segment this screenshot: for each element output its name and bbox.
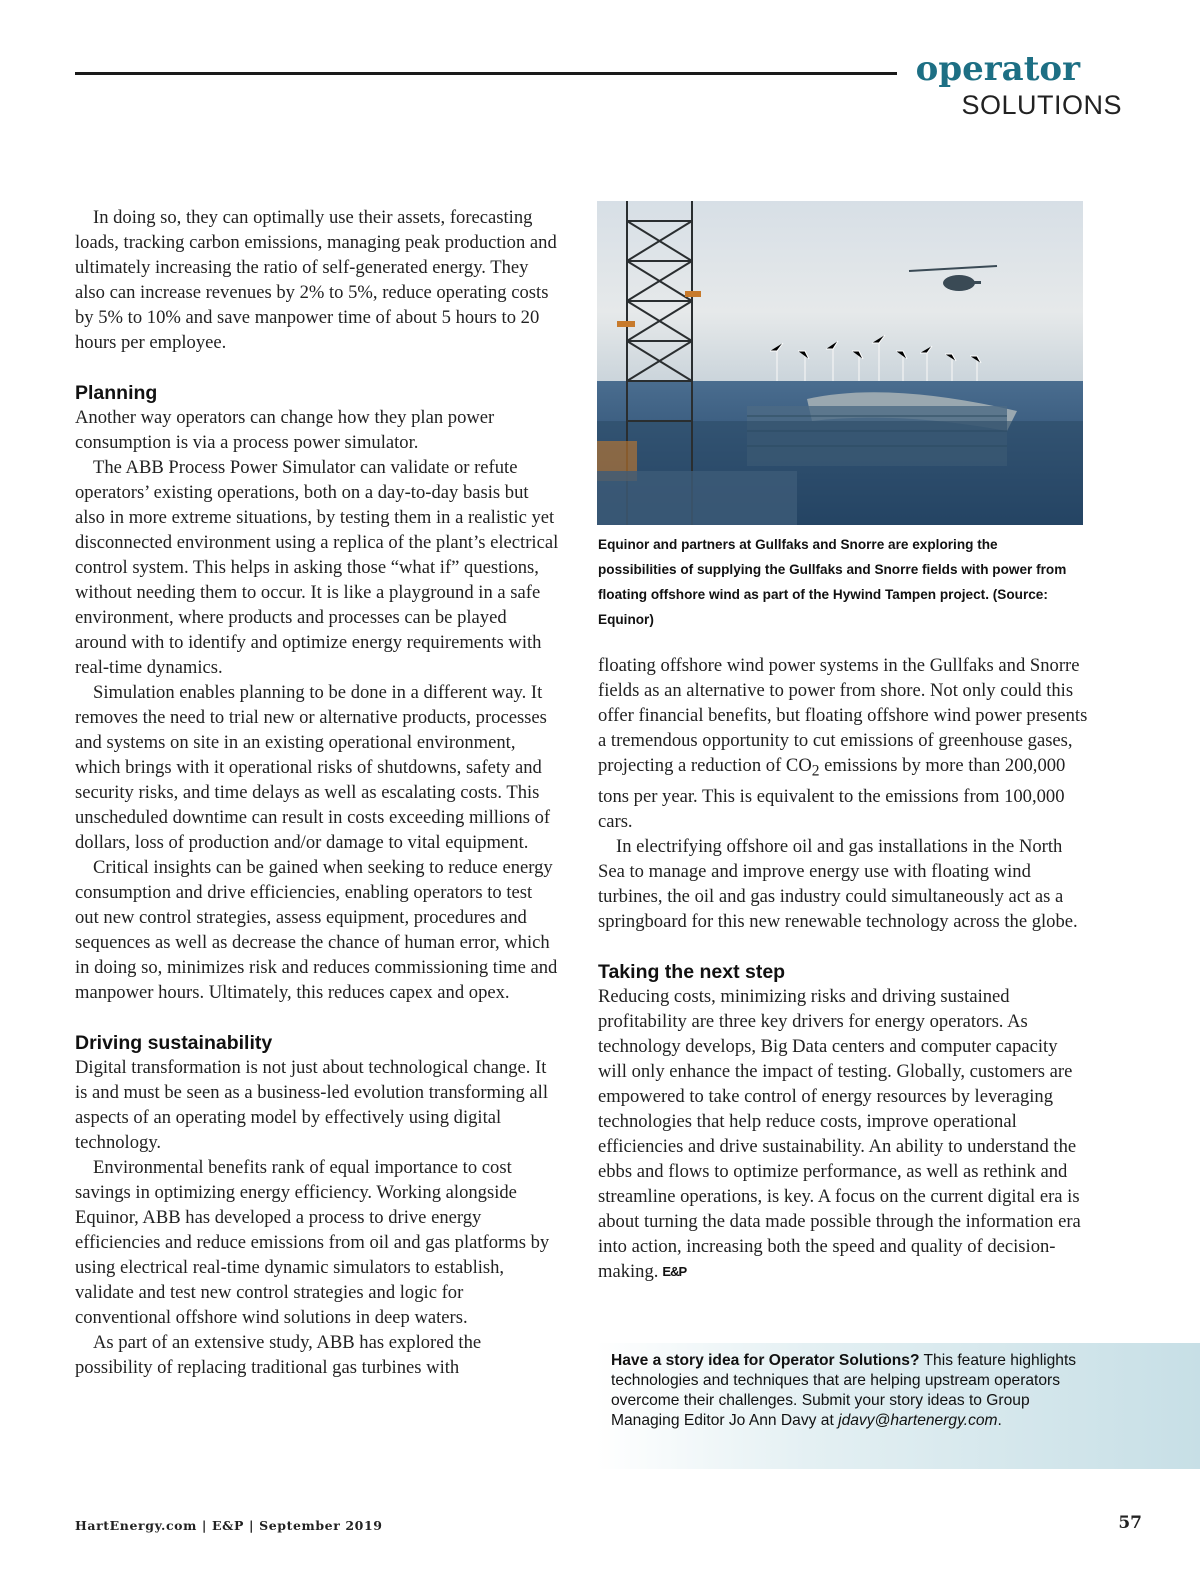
co2-subscript: 2 <box>811 762 820 780</box>
wind-text-1: floating offshore wind power systems in the Gullfaks and Snorre fields as an alternative to power from shore. Not only could this offer financial benefits, but floating offshore wind power presents a tremendous opportunity to cut emissions of greenhouse gases, projecting a reduction of CO <box>598 655 1088 776</box>
footer-publication <box>75 1518 383 1533</box>
left-column <box>75 205 560 1380</box>
next-step-paragraph <box>598 984 1088 1284</box>
photo-caption: Equinor and partners at Gullfaks and Snorre are exploring the possibilities of supplying the Gullfaks and Snorre fields with power from floating offshore wind as part of the Hywind Tampen project. (Source: Equinor) <box>598 537 1067 627</box>
next-step-heading: Taking the next step <box>598 960 786 983</box>
editor-email-link[interactable]: jdavy@hartenergy.com <box>838 1412 998 1429</box>
sustainability-heading: Driving sustainability <box>75 1032 273 1054</box>
page-number: 57 <box>1118 1513 1142 1533</box>
sustainability-paragraph-2: Environmental benefits rank of equal importance to cost savings in optimizing energy efficiency. Working alongside Equinor, ABB has developed a process to drive energy efficiencies and reduce emissions from oil and gas platforms by using electrical real-time dynamic simulators to establish, validate and test new control strategies and logic for conventional offshore wind solutions in deep waters. <box>75 1157 550 1328</box>
callout-body: This feature highlights technologies and techniques that are helping upstream operators overcome their challenges. Submit your story ideas to Group Managing Editor Jo Ann Davy at <box>611 1352 1077 1429</box>
footer-magazine: E&P <box>211 1518 244 1533</box>
planning-paragraph-4: Critical insights can be gained when seeking to reduce energy consumption and drive efficiencies, enabling operators to test out new control strategies, assess equipment, procedures and sequences as well as decrease the chance of human error, which in doing so, minimizes risk and reduces commissioning time and manpower hours. Ultimately, this reduces capex and opex. <box>75 857 558 1003</box>
callout-text <box>611 1351 1081 1431</box>
footer-separator: | <box>248 1518 255 1533</box>
wind-text-2: emissions by more than 200,000 tons per year. This is equivalent to the emissions from 100,000 cars. <box>598 755 1066 832</box>
section-title: operator <box>915 49 1080 89</box>
footer-separator: | <box>201 1518 208 1533</box>
callout-end: . <box>997 1412 1002 1429</box>
story-idea-callout <box>596 1343 1200 1469</box>
wind-paragraph <box>598 653 1088 834</box>
planning-heading: Planning <box>75 382 158 404</box>
ep-end-mark: E&P <box>662 1263 687 1279</box>
right-column <box>598 653 1088 1284</box>
section-subtitle: SOLUTIONS <box>961 90 1122 120</box>
planning-paragraph-3: Simulation enables planning to be done in a different way. It removes the need to trial new or alternative products, processes and systems on site in an existing operational environment, which brings with it operational risks of shutdowns, safety and security risks, and time delays as well as escalating costs. This unscheduled downtime can result in costs exceeding millions of dollars, loss of production and/or damage to vital equipment. <box>75 682 551 853</box>
offshore-platform-photo <box>597 201 1083 525</box>
sustainability-paragraph-3: As part of an extensive study, ABB has explored the possibility of replacing traditional gas turbines with <box>75 1332 482 1378</box>
next-step-text: Reducing costs, minimizing risks and driving sustained profitability are three key drivers for energy operators. As technology develops, Big Data centers and computer capacity will only enhance the impact of testing. Globally, customers are empowered to take control of energy resources by leveraging technologies that help reduce costs, improve operational efficiencies and drive sustainability. An ability to understand the ebbs and flows to optimize performance, as well as rethink and streamline operations, is key. A focus on the current digital era is about turning the data made possible through the information era into action, increasing both the speed and quality of decision-making. <box>598 985 1081 1282</box>
photo-illustration <box>597 201 1083 525</box>
header-rule <box>75 72 897 75</box>
intro-paragraph: In doing so, they can optimally use their assets, forecasting loads, tracking carbon emissions, managing peak production and ultimately increasing the ratio of self-generated energy. They also can increase revenues by 2% to 5%, reduce operating costs by 5% to 10% and save manpower time of about 5 hours to 20 hours per employee. <box>75 207 557 353</box>
footer-date: September 2019 <box>259 1518 383 1533</box>
footer-site[interactable]: HartEnergy.com <box>75 1518 197 1533</box>
callout-lead: Have a story idea for Operator Solutions? <box>611 1352 920 1369</box>
planning-paragraph-1: Another way operators can change how they plan power consumption is via a process power simulator. <box>75 407 495 453</box>
sustainability-paragraph-1: Digital transformation is not just about technological change. It is and must be seen as a business-led evolution transforming all aspects of an operating model by effectively using digital technology. <box>75 1057 549 1153</box>
planning-paragraph-2: The ABB Process Power Simulator can validate or refute operators’ existing operations, both on a day-to-day basis but also in more extreme situations, by testing them in a realistic yet disconnected environment using a replica of the plant’s electrical control system. This helps in asking those “what if” questions, without needing them to occur. It is like a playground in a safe environment, where products and processes can be played around with to identify and optimize energy requirements with real-time dynamics. <box>75 457 559 678</box>
electrifying-paragraph: In electrifying offshore oil and gas installations in the North Sea to manage and improve energy use with floating wind turbines, the oil and gas industry could simultaneously act as a springboard for this new renewable technology across the globe. <box>598 835 1078 932</box>
